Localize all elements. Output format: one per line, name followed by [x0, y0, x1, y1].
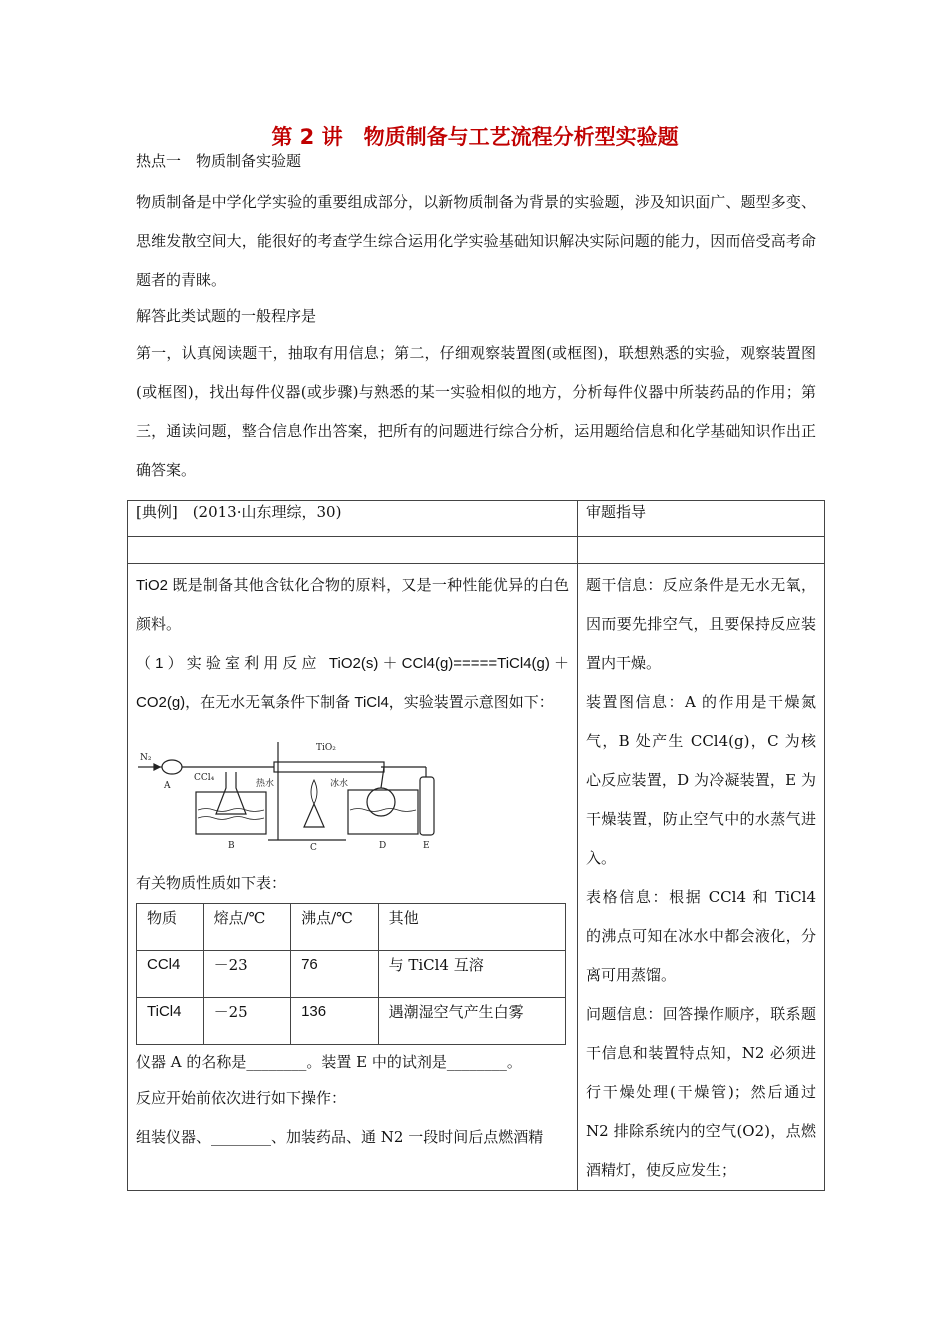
question-1: 仪器 A 的名称是________。装置 E 中的试剂是________。 [136, 1053, 522, 1071]
n2-arrowhead [154, 764, 160, 770]
table-row [137, 951, 566, 998]
guide-item: 问题信息：回答操作顺序，联系题干信息和装置特点知，N2 必须进行干燥处理(干燥管)；然后通过 N2 排除系统内的空气(O2)，点燃酒精灯，使反应发生； [586, 1005, 816, 1179]
example-text-2: （1）实验室利用反应 TiO2(s)＋CCl4(g)=====TiCl4(g)＋CO2(g)，在无水无氧条件下制备 TiCl4，实验装置示意图如下： [136, 655, 569, 711]
header-substance: 物质 [137, 904, 204, 951]
cell-substance: CCl4 [137, 951, 204, 998]
guide-body [578, 564, 825, 1191]
bottle-e [420, 777, 434, 835]
procedure-paragraph: 第一，认真阅读题干，抽取有用信息；第二，仔细观察装置图(或框图)，联想熟悉的实验，观察装置图(或框图)，找出每件仪器(或步骤)与熟悉的某一实验相似的地方，分析每件仪器中所装药品的作用；第三，通读问题，整合信息作出答案，把所有的问题进行综合分析，运用题给信息和化学基础知识作出正确答案。 [136, 344, 816, 479]
cell-melting-point: －25 [203, 998, 290, 1045]
header-other: 其他 [378, 904, 565, 951]
label-ice-water: 冰水 [330, 779, 349, 789]
label-a: A [164, 781, 171, 791]
reaction-tube-c [274, 762, 384, 772]
label-n2: N₂ [140, 753, 152, 763]
guide-header: 审题指导 [578, 501, 825, 537]
question-3: 组装仪器、________、加装药品、通 N2 一段时间后点燃酒精 [136, 1128, 544, 1146]
cell-boiling-point: 76 [291, 951, 378, 998]
properties-table [136, 903, 566, 1045]
label-b: B [228, 841, 235, 851]
properties-header-row [137, 904, 566, 951]
header-boiling-point: 沸点/℃ [291, 904, 378, 951]
example-table [127, 500, 825, 1191]
table-intro: 有关物质性质如下表： [136, 874, 287, 892]
header-melting-point: 熔点/℃ [203, 904, 290, 951]
blank-cell [128, 537, 578, 564]
example-text-1: TiO2 既是制备其他含钛化合物的原料，又是一种性能优异的白色颜料。 [136, 577, 569, 633]
section-subtitle: 热点一 物质制备实验题 [136, 152, 302, 170]
bath-b [196, 792, 266, 834]
question-2: 反应开始前依次进行如下操作： [136, 1089, 347, 1107]
example-body [128, 564, 578, 1191]
flask-d [367, 788, 395, 816]
table-row [137, 998, 566, 1045]
label-ccl4: CCl₄ [194, 773, 215, 783]
cell-other: 遇潮湿空气产生白雾 [378, 998, 565, 1045]
guide-item: 装置图信息：A 的作用是干燥氮气，B 处产生 CCl4(g)，C 为核心反应装置，D 为冷凝装置，E 为干燥装置，防止空气中的水蒸气进入。 [586, 693, 816, 867]
guide-item: 题干信息：反应条件是无水无氧，因而要先排空气，且要保持反应装置内干燥。 [586, 576, 816, 672]
flask-b [216, 772, 246, 814]
label-c: C [310, 843, 317, 852]
label-hot-water: 热水 [256, 779, 275, 789]
label-tio2: TiO₂ [316, 743, 336, 753]
example-header: [典例] (2013·山东理综，30) [128, 501, 578, 537]
bath-d [348, 790, 418, 834]
apparatus-diagram [136, 732, 436, 852]
drying-tube-a [162, 760, 182, 774]
label-e: E [423, 841, 430, 851]
cell-substance: TiCl4 [137, 998, 204, 1045]
cell-boiling-point: 136 [291, 998, 378, 1045]
guide-item: 表格信息：根据 CCl4 和 TiCl4 的沸点可知在冰水中都会液化，分离可用蒸馏。 [586, 888, 816, 984]
intro-paragraph: 物质制备是中学化学实验的重要组成部分，以新物质制备为背景的实验题，涉及知识面广、题型多变、思维发散空间大，能很好的考查学生综合运用化学实验基础知识解决实际问题的能力，因而倍受高考命题者的青睐。 [136, 193, 816, 289]
cell-other: 与 TiCl4 互溶 [378, 951, 565, 998]
cell-melting-point: －23 [203, 951, 290, 998]
page-title: 第 2 讲 物质制备与工艺流程分析型实验题 [271, 125, 679, 149]
burner-c [304, 804, 324, 827]
procedure-lead: 解答此类试题的一般程序是 [136, 307, 317, 325]
blank-cell [578, 537, 825, 564]
label-d: D [379, 841, 387, 851]
